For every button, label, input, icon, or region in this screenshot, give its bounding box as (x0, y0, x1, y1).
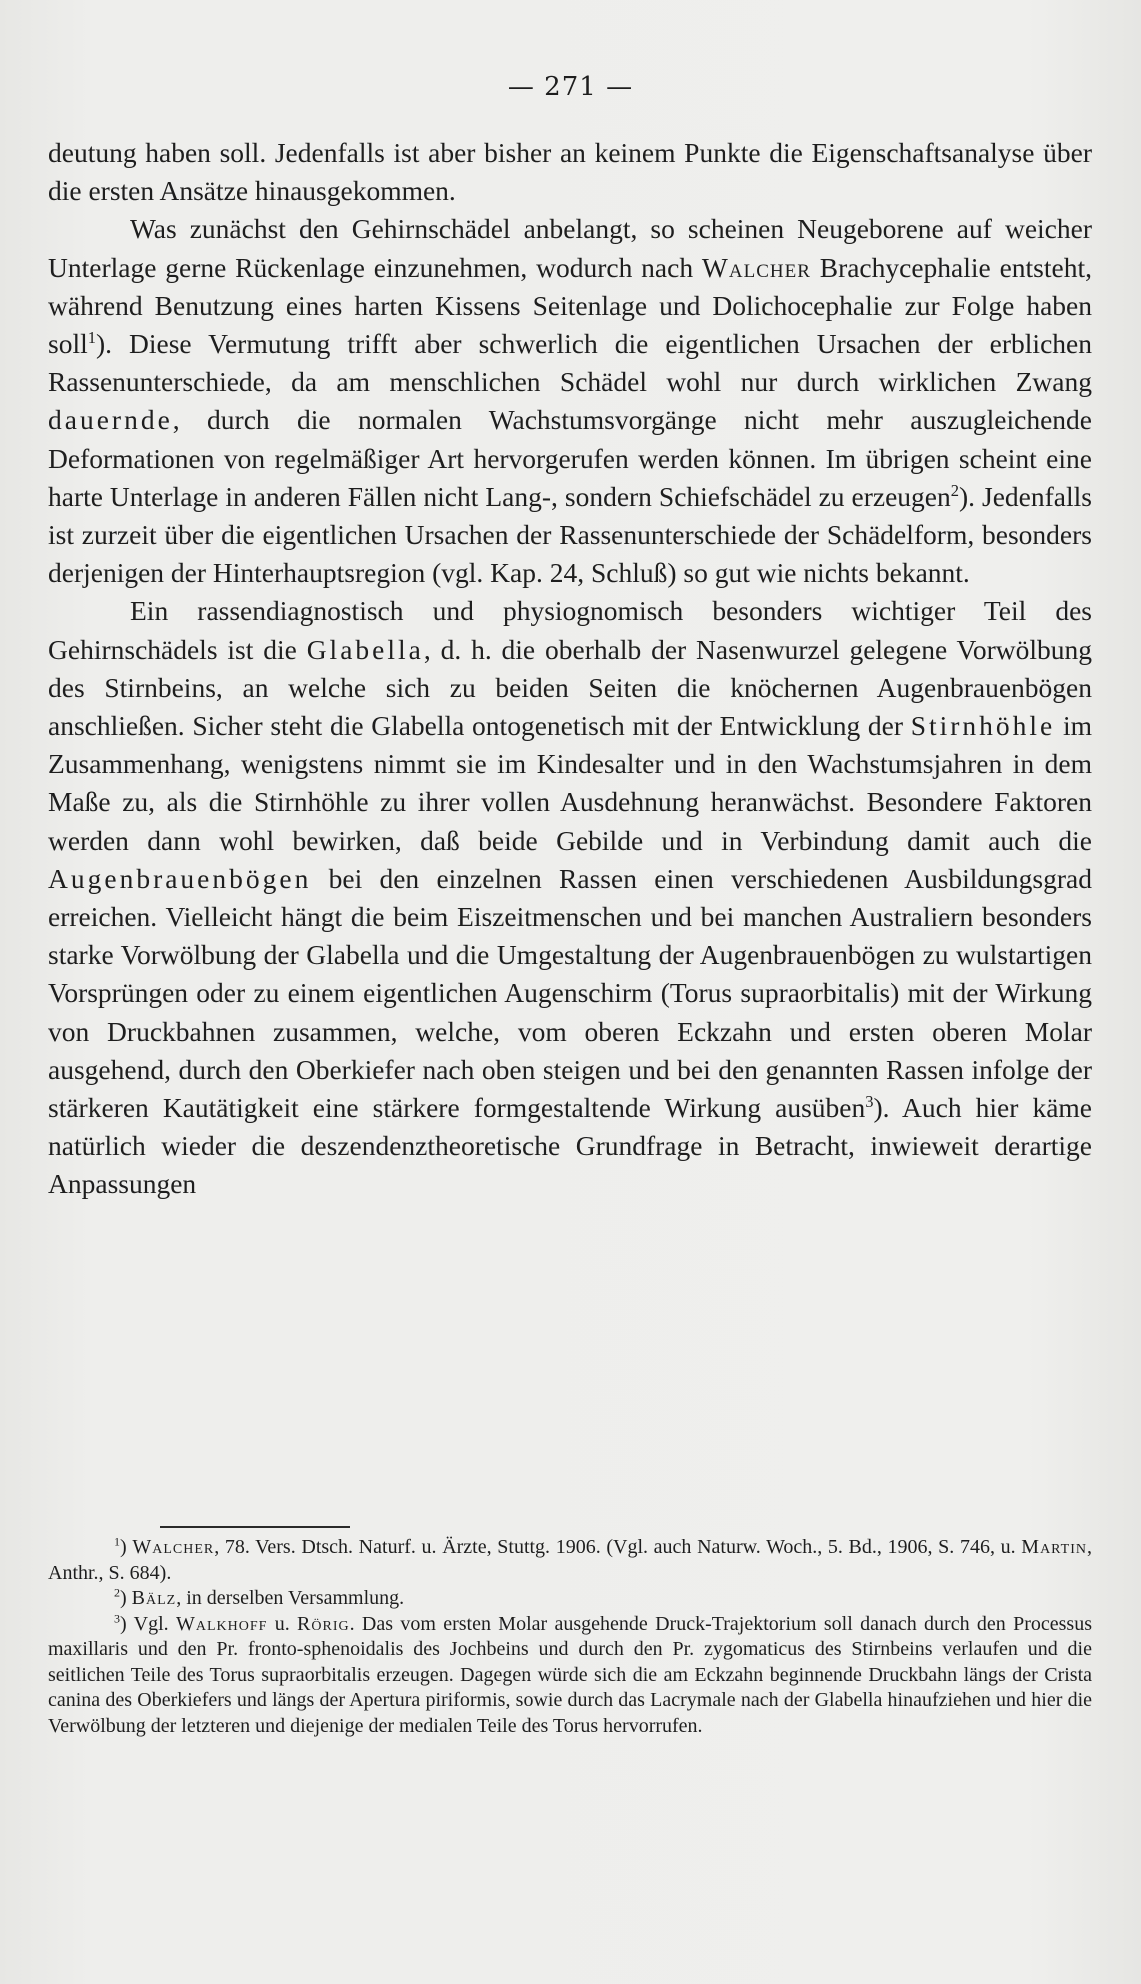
paragraph: deutung haben soll. Jedenfalls ist aber bisher an keinem Punkte die Eigenschaftsanalyse über die ersten Ansätze hinausgekommen. (48, 137, 1092, 207)
author-name: Walkhoff (175, 1612, 268, 1635)
emphasis: dauernde (48, 404, 173, 436)
footnote: $^1$) Walcher, 78. Vers. Dtsch. Naturf. u. Ärzte, Stuttg. 1906. (Vgl. auch Naturw. Woch., 5. Bd., 1906, S. 746, u. Martin, Anthr., S. 684). (48, 1534, 1092, 1584)
footnote-marker: 1 (114, 1534, 120, 1549)
footnote-marker: 3 (114, 1610, 120, 1625)
footnote: $^2$) Bälz, in derselben Versammlung. (114, 1585, 405, 1609)
footnote-divider (160, 1526, 350, 1528)
text-run: , in derselben Versammlung. (176, 1587, 405, 1609)
text-run: ). Auch hier käme natürlich wieder die deszendenztheoretische Grundfrage in Betracht, inwieweit derartige Anpassungen (48, 1092, 1093, 1200)
text-run: . Das vom ersten Molar ausgehende Druck-Trajektorium soll danach durch den Processus maxillaris und den Pr. fronto-sphenoidalis des Jochbeins und durch den Pr. zygomaticus des Stirnbeins verlaufen und die seitlichen Teile des Torus supraorbitalis erzeugen. Dagegen würde sich die am Eckzahn beginnende Druckbahn längs der Crista canina des Oberkiefers und längs der Apertura piriformis, sowie durch das Lacrymale nach der Glabella hinaufziehen und hier die Verwölbung der letzteren und diejenige der medialen Teile des Torus hervorrufen. (48, 1612, 1092, 1737)
emphasis: Stirnhöhle (910, 710, 1056, 742)
author-name: Bälz (131, 1587, 177, 1609)
emphasis: Glabella (306, 633, 424, 665)
author-name: Walcher (701, 251, 811, 283)
paragraph (48, 592, 1092, 1203)
text-run: , durch die normalen Wachstumsvorgänge nicht mehr auszugleichende Deformationen von regelmäßiger Art hervorgerufen werden können. Im übrigen scheint eine harte Unterlage in anderen Fällen nicht Lang-, sondern Schiefschädel zu erzeugen (48, 404, 1092, 512)
text-run: u. (267, 1612, 298, 1635)
footnote-marker: 2 (114, 1585, 120, 1600)
footnotes (48, 1535, 1092, 1739)
text-run: Brachycephalie entsteht, während Benutzung eines harten Kissens Seitenlage und Dolichocephalie zur Folge haben soll (48, 251, 1092, 360)
text-run: Was zunächst den Gehirnschädel anbelangt, so scheinen Neugeborene auf weicher Unterlage gerne Rückenlage einzunehmen, wodurch nach (48, 213, 1092, 283)
author-name: Walcher (132, 1536, 215, 1558)
text-run: , 78. Vers. Dtsch. Naturf. u. Ärzte, Stuttg. 1906. (Vgl. auch Naturw. Woch., 5. Bd., 1906, S. 746, u. (214, 1536, 1022, 1558)
emphasis: Augenbrauenbögen (48, 862, 312, 894)
footnote-ref: 2 (950, 480, 960, 500)
text-run: ). Jedenfalls ist zurzeit über die eigentlichen Ursachen der Rassenunterschiede der Schädelform, besonders derjenigen der Hinterhauptsregion (vgl. Kap. 24, Schluß) so gut wie nichts bekannt. (48, 480, 1092, 589)
text-run: bei den einzelnen Rassen einen verschiedenen Ausbildungsgrad erreichen. Vielleicht hängt die beim Eiszeitmenschen und bei manchen Australiern besonders starke Vorwölbung der Glabella und die Umgestaltung der Augenbrauenbögen zu wulstartigen Vorsprüngen oder zu einem eigentlichen Augenschirm (Torus supraorbitalis) mit der Wirkung von Druckbahnen zusammen, welche, vom oberen Eckzahn und ersten oberen Molar ausgehend, durch den Oberkiefer nach oben steigen und bei den genannten Rassen infolge der stärkeren Kautätigkeit eine stärkere formgestaltende Wirkung ausüben (48, 862, 1092, 1124)
page-number: — 271 — (507, 72, 634, 102)
text-run: Vgl. (133, 1612, 176, 1635)
author-name: Rörig (297, 1612, 350, 1635)
paragraph (48, 210, 1092, 592)
text-run: im Zusammenhang, wenigstens nimmt sie im Kindesalter und in den Wachstumsjahren in dem Maße zu, als die Stirnhöhle zu ihrer vollen Ausdehnung heranwächst. Besondere Faktoren werden dann wohl bewirken, daß beide Gebilde und in Verbindung damit auch die (48, 710, 1093, 856)
author-name: Martin (1021, 1536, 1087, 1558)
text-run: , Anthr., S. 684). (48, 1536, 1092, 1584)
main-text (48, 134, 1092, 1204)
footnote: $^3$) Vgl. Walkhoff u. Rörig. Das vom ersten Molar ausgehende Druck-Trajektorium soll danach durch den Processus maxillaris und den Pr. fronto-sphenoidalis des Jochbeins und durch den Pr. zygomaticus des Stirnbeins verlaufen und die seitlichen Teile des Torus supraorbitalis erzeugen. Dagegen würde sich die am Eckzahn beginnende Druckbahn längs der Crista canina des Oberkiefers und längs der Apertura piriformis, sowie durch das Lacrymale nach der Glabella hinaufziehen und hier die Verwölbung der letzteren und diejenige der medialen Teile des Torus hervorrufen. (48, 1610, 1092, 1737)
text-run: Ein rassendiagnostisch und physiognomisch besonders wichtiger Teil des Gehirnschädels ist die (48, 595, 1092, 665)
text-run: , d. h. die oberhalb der Nasenwurzel gelegene Vorwölbung des Stirnbeins, an welche sich zu beiden Seiten die knöchernen Augenbrauenbögen anschließen. Sicher steht die Glabella ontogenetisch mit der Entwicklung der (48, 633, 1092, 742)
footnote-ref: 3 (865, 1091, 874, 1111)
text-run: ). Diese Vermutung trifft aber schwerlich die eigentlichen Ursachen der erblichen Rassenunterschiede, da am menschlichen Schädel wohl nur durch wirklichen Zwang (48, 328, 1092, 398)
footnote-ref: 1 (87, 327, 96, 347)
